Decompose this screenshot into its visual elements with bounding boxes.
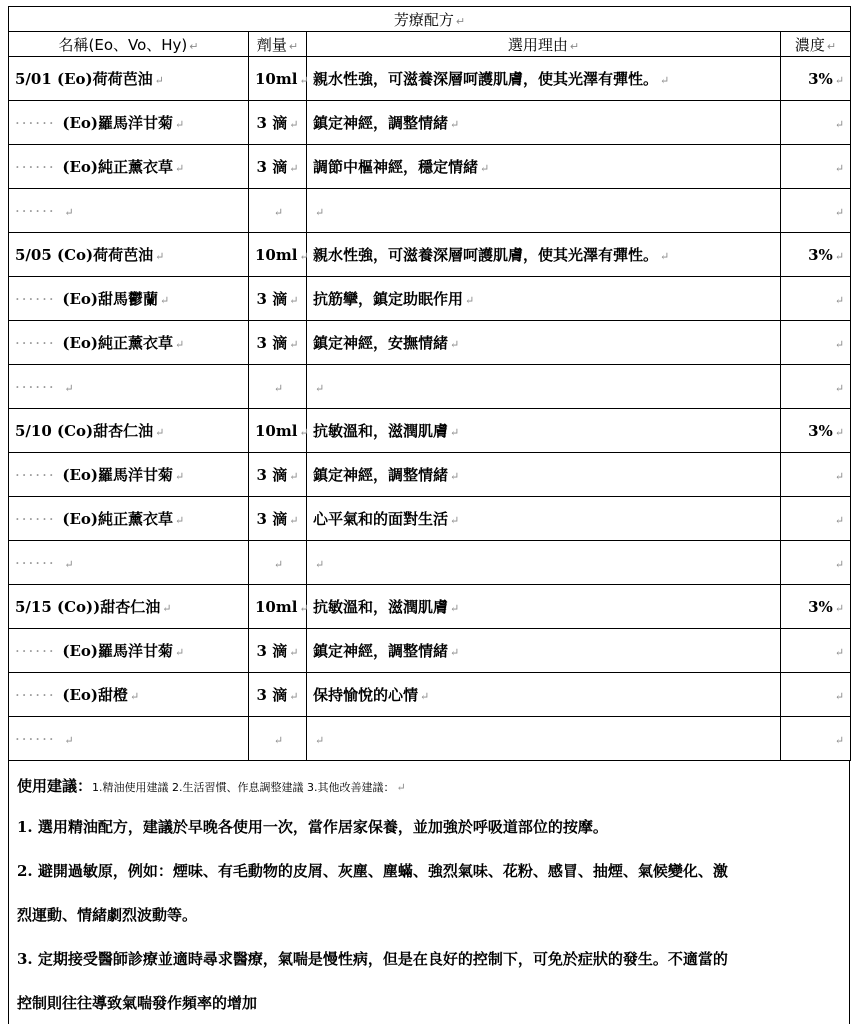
cell-concentration: 3% ↵ xyxy=(781,409,851,453)
cell-dose: ↵ xyxy=(249,189,307,233)
cell-name: ······ ↵ xyxy=(9,717,249,761)
cell-concentration: ↵ xyxy=(781,541,851,585)
cell-reason: 抗敏溫和，滋潤肌膚 ↵ xyxy=(307,585,781,629)
cell-dose: 10ml ↵ xyxy=(249,57,307,101)
table-row xyxy=(9,101,851,145)
cell-concentration: ↵ xyxy=(781,145,851,189)
cell-dose: 3 滴 ↵ xyxy=(249,277,307,321)
cell-concentration: ↵ xyxy=(781,277,851,321)
cell-reason: 親水性強，可滋養深層呵護肌膚，使其光澤有彈性。 ↵ xyxy=(307,57,781,101)
cell-concentration: ↵ xyxy=(781,453,851,497)
column-header-name: 名稱(Eo、Vo、Hy) ↵ xyxy=(9,32,249,57)
table-row xyxy=(9,321,851,365)
cell-reason: ↵ xyxy=(307,365,781,409)
cell-concentration: ↵ xyxy=(781,717,851,761)
cell-concentration: ↵ xyxy=(781,629,851,673)
cell-dose: 3 滴 ↵ xyxy=(249,497,307,541)
cell-concentration: ↵ xyxy=(781,101,851,145)
usage-line: 控制則往往導致氣喘發作頻率的增加 xyxy=(17,994,258,1012)
cell-dose: 10ml ↵ xyxy=(249,233,307,277)
table-row xyxy=(9,497,851,541)
cell-name: ······ (Eo)甜馬鬱蘭 ↵ xyxy=(9,277,249,321)
table-row xyxy=(9,145,851,189)
table-row xyxy=(9,673,851,717)
cell-concentration: ↵ xyxy=(781,497,851,541)
cell-concentration: 3% ↵ xyxy=(781,57,851,101)
cell-reason: 心平氣和的面對生活 ↵ xyxy=(307,497,781,541)
usage-line: 2. 避開過敏原，例如：煙味、有毛動物的皮屑、灰塵、塵蟎、強烈氣味、花粉、感冒、抽煙、氣候變化、激 xyxy=(17,862,728,880)
cell-dose: ↵ xyxy=(249,541,307,585)
aromatherapy-formula-table xyxy=(8,6,851,761)
table-row xyxy=(9,365,851,409)
cell-reason: ↵ xyxy=(307,717,781,761)
cell-name: 5/10 (Co)甜杏仁油 ↵ xyxy=(9,409,249,453)
usage-line: 烈運動、情緒劇烈波動等。 xyxy=(17,906,198,924)
usage-notes xyxy=(8,761,850,1024)
cell-name: ······ ↵ xyxy=(9,541,249,585)
cell-name: 5/15 (Co))甜杏仁油 ↵ xyxy=(9,585,249,629)
cell-dose: ↵ xyxy=(249,717,307,761)
cell-concentration: 3% ↵ xyxy=(781,233,851,277)
table-row xyxy=(9,717,851,761)
cell-reason: 保持愉悅的心情 ↵ xyxy=(307,673,781,717)
cell-name: 5/05 (Co)荷荷芭油 ↵ xyxy=(9,233,249,277)
table-row xyxy=(9,585,851,629)
cell-dose: 10ml ↵ xyxy=(249,585,307,629)
usage-line: 1. 選用精油配方，建議於早晚各使用一次，當作居家保養，並加強於呼吸道部位的按摩。 xyxy=(17,818,608,836)
usage-line: 3. 定期接受醫師診療並適時尋求醫療，氣喘是慢性病，但是在良好的控制下，可免於症狀的發生。不適當的 xyxy=(17,950,728,968)
cell-name: ······ (Eo)羅馬洋甘菊 ↵ xyxy=(9,453,249,497)
column-header-concentration: 濃度 ↵ xyxy=(781,32,851,57)
cell-dose: 3 滴 ↵ xyxy=(249,321,307,365)
table-row xyxy=(9,233,851,277)
table-row xyxy=(9,453,851,497)
table-row xyxy=(9,189,851,233)
table-row xyxy=(9,541,851,585)
table-title: 芳療配方 ↵ xyxy=(9,7,851,32)
cell-reason: 抗筋攣，鎮定助眠作用 ↵ xyxy=(307,277,781,321)
column-header-reason: 選用理由 ↵ xyxy=(307,32,781,57)
column-header-dose: 劑量 ↵ xyxy=(249,32,307,57)
cell-name: ······ (Eo)純正薰衣草 ↵ xyxy=(9,145,249,189)
cell-dose: 10ml ↵ xyxy=(249,409,307,453)
cell-reason: ↵ xyxy=(307,541,781,585)
table-row xyxy=(9,409,851,453)
table-row xyxy=(9,277,851,321)
cell-reason: 鎮定神經，調整情緒 ↵ xyxy=(307,629,781,673)
cell-reason: 抗敏溫和，滋潤肌膚 ↵ xyxy=(307,409,781,453)
usage-heading: 使用建議：1.精油使用建議 2.生活習慣、作息調整建議 3.其他改善建議： ↵ xyxy=(17,777,406,795)
cell-concentration: ↵ xyxy=(781,189,851,233)
cell-dose: 3 滴 ↵ xyxy=(249,629,307,673)
cell-dose: 3 滴 ↵ xyxy=(249,145,307,189)
cell-name: 5/01 (Eo)荷荷芭油 ↵ xyxy=(9,57,249,101)
cell-name: ······ (Eo)羅馬洋甘菊 ↵ xyxy=(9,101,249,145)
cell-dose: 3 滴 ↵ xyxy=(249,101,307,145)
cell-dose: 3 滴 ↵ xyxy=(249,453,307,497)
cell-name: ······ (Eo)純正薰衣草 ↵ xyxy=(9,321,249,365)
cell-concentration: ↵ xyxy=(781,321,851,365)
cell-reason: ↵ xyxy=(307,189,781,233)
cell-concentration: ↵ xyxy=(781,365,851,409)
cell-name: ······ (Eo)甜橙 ↵ xyxy=(9,673,249,717)
table-row xyxy=(9,57,851,101)
cell-reason: 調節中樞神經，穩定情緒 ↵ xyxy=(307,145,781,189)
cell-name: ······ ↵ xyxy=(9,189,249,233)
cell-reason: 鎮定神經，調整情緒 ↵ xyxy=(307,101,781,145)
cell-reason: 鎮定神經，安撫情緒 ↵ xyxy=(307,321,781,365)
cell-dose: 3 滴 ↵ xyxy=(249,673,307,717)
cell-concentration: 3% ↵ xyxy=(781,585,851,629)
cell-name: ······ (Eo)羅馬洋甘菊 ↵ xyxy=(9,629,249,673)
cell-dose: ↵ xyxy=(249,365,307,409)
cell-reason: 親水性強，可滋養深層呵護肌膚，使其光澤有彈性。 ↵ xyxy=(307,233,781,277)
cell-name: ······ (Eo)純正薰衣草 ↵ xyxy=(9,497,249,541)
cell-reason: 鎮定神經，調整情緒 ↵ xyxy=(307,453,781,497)
cell-name: ······ ↵ xyxy=(9,365,249,409)
table-row xyxy=(9,629,851,673)
cell-concentration: ↵ xyxy=(781,673,851,717)
